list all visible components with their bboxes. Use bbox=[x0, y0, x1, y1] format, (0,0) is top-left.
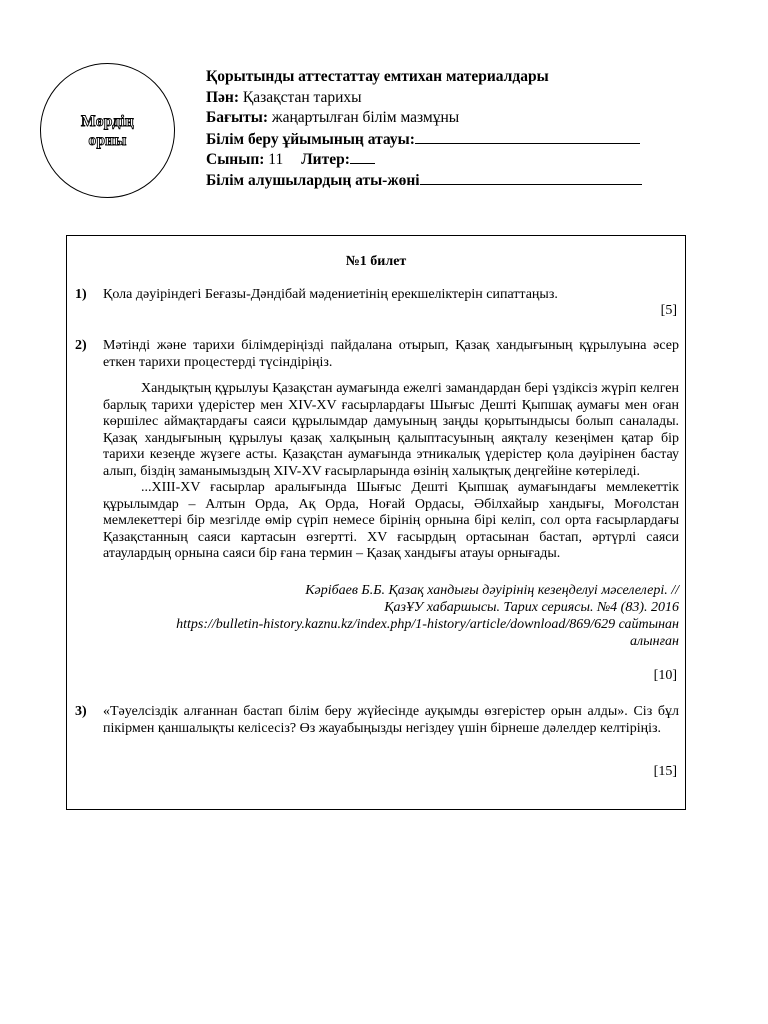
exam-header bbox=[206, 67, 706, 190]
class-value: 11 bbox=[268, 151, 284, 168]
ticket-box bbox=[66, 235, 686, 810]
question-3-score: [15] bbox=[653, 764, 677, 779]
citation-line-1: Кәрібаев Б.Б. Қазақ хандығы дәуірінің кезеңделуі мәселелері. // bbox=[305, 583, 679, 598]
students-blank bbox=[420, 170, 642, 185]
direction-label: Бағыты: bbox=[206, 109, 269, 126]
org-line bbox=[206, 129, 706, 150]
question-1-score: [5] bbox=[660, 303, 677, 318]
org-label: Білім беру ұйымының атауы: bbox=[206, 130, 415, 148]
question-1-number: 1) bbox=[75, 287, 87, 302]
class-line bbox=[206, 149, 706, 170]
seal-text: Мөрдің орны bbox=[80, 112, 135, 149]
citation-line-3: https://bulletin-history.kaznu.kz/index.php/1-history/article/download/869/629 сайтынан bbox=[176, 617, 679, 632]
subject-value: Қазақстан тарихы bbox=[242, 88, 362, 106]
students-line bbox=[206, 170, 706, 191]
subject-line bbox=[206, 88, 706, 109]
passage-paragraph-1: Хандықтың құрылуы Қазақстан аумағында ежелгі замандардан бері үздіксіз жүріп келген барлық тарихи үдерістер мен XIV-XV ғасырлардағы Шығыс Дешті Қыпшақ аумағы мен оған көршілес аймақтардағы саяси құрылымдар дамуының заңды қорытындысы болып саналады. Қазақ хандығының құрылуы қазақ халқының қалыптасуының аяқталу кезеңімен қатар бір тарихи кезеңде жүзеге асты. Қазақстан аумағында этникалық үдерістер қола дәуірінен бастау алып, біздің заманымыздың XIV-XV ғасырларында өзінің халықтық деңгейіне көтеріледі. bbox=[103, 381, 679, 479]
question-2 bbox=[75, 338, 679, 371]
question-1 bbox=[75, 287, 679, 304]
ticket-title: №1 билет bbox=[345, 254, 407, 269]
question-2-score: [10] bbox=[653, 668, 677, 683]
liter-label: Литер: bbox=[301, 151, 350, 168]
subject-label: Пән: bbox=[206, 88, 240, 106]
question-3 bbox=[75, 704, 679, 737]
passage-paragraph-2: ...XIII-XV ғасырлар аралығында Шығыс Дешті Қыпшақ аумағындағы мемлекеттік құрылымдар – Алтын Орда, Ақ Орда, Ноғай Ордасы, Әбілхайыр хандығы, Моғолстан мемлекеттері бір мезгілде өмір сүріп немесе бірінің орнына бірі келіп, сол орта ғасырлардағы Қазақстанның саяси картасын өзгертті. XV ғасырдың ортасынан бастап, әртүрлі саяси атаулардың орнына саяси бір ғана термин – Қазақ хандығы атауы орнығады. bbox=[103, 480, 679, 561]
direction-value: жаңартылған білім мазмұны bbox=[271, 109, 460, 126]
citation-line-4: алынған bbox=[630, 634, 679, 649]
source-passage bbox=[103, 381, 679, 563]
citation-line-2: ҚазҰУ хабаршысы. Тарих сериясы. №4 (83). 2016 bbox=[384, 600, 679, 615]
question-2-text: Мәтінді және тарихи білімдеріңізді пайдалана отырып, Қазақ хандығының құрылуына әсер еткен тарихи процестерді түсіндіріңіз. bbox=[103, 338, 679, 370]
question-3-number: 3) bbox=[75, 704, 87, 719]
liter-blank bbox=[350, 149, 375, 164]
students-label: Білім алушылардың аты-жөні bbox=[206, 171, 420, 189]
citation bbox=[103, 582, 679, 650]
seal-circle bbox=[40, 63, 175, 198]
question-2-number: 2) bbox=[75, 338, 87, 353]
question-3-text: «Тәуелсіздік алғаннан бастап білім беру жүйесінде ауқымды өзгерістер орын алды». Сіз бұл пікірмен қаншалықты келісесіз? Өз жауабыңызды негіздеу үшін бірнеше дәлелдер келтіріңіз. bbox=[103, 704, 679, 736]
direction-line bbox=[206, 108, 706, 129]
org-blank bbox=[415, 129, 640, 144]
exam-title: Қорытынды аттестаттау емтихан материалдары bbox=[206, 68, 549, 85]
question-1-text: Қола дәуіріндегі Беғазы-Дәндібай мәдениетінің ерекшеліктерін сипаттаңыз. bbox=[103, 287, 558, 302]
class-label: Сынып: bbox=[206, 151, 265, 168]
